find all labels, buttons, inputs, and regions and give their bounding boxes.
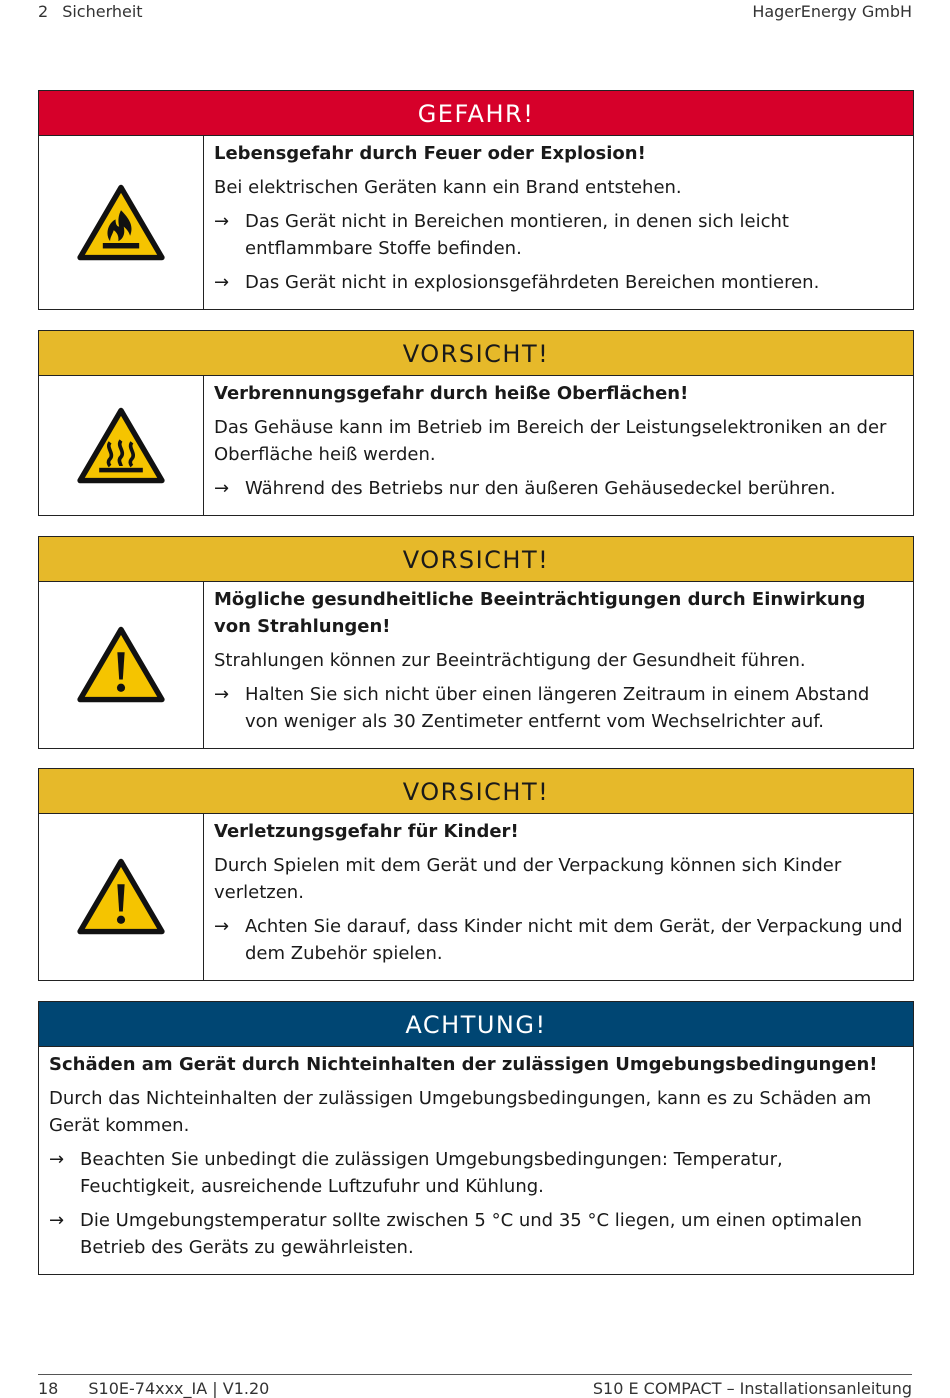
notice-headline: Lebensgefahr durch Feuer oder Explosion! — [214, 143, 646, 164]
notice-headline: Schäden am Gerät durch Nichteinhalten der zulässigen Umgebungsbedingungen! — [49, 1054, 878, 1075]
step-text: Die Umgebungstemperatur sollte zwischen 5 °C und 35 °C liegen, um einen optimalen Betrieb des Geräts zu gewährleisten. — [80, 1210, 863, 1258]
instruction-step — [214, 475, 903, 502]
step-text: Das Gerät nicht in Bereichen montieren, in denen sich leicht entflammbare Stoffe befinden. — [245, 211, 789, 259]
instruction-step — [214, 208, 903, 262]
signal-word: GEFAHR! — [39, 91, 913, 136]
step-text: Das Gerät nicht in explosionsgefährdeten Bereichen montieren. — [245, 272, 820, 293]
notice-headline: Verbrennungsgefahr durch heiße Oberflächen! — [214, 383, 689, 404]
caution-notice-children — [38, 768, 914, 981]
instruction-step — [214, 681, 903, 735]
instruction-step — [214, 913, 903, 967]
step-text: Während des Betriebs nur den äußeren Gehäusedeckel berühren. — [245, 478, 836, 499]
arrow-right-icon: → — [214, 478, 230, 499]
arrow-right-icon: → — [214, 272, 230, 293]
page-header — [38, 2, 912, 24]
chapter-heading — [38, 2, 143, 21]
notice-headline: Verletzungsgefahr für Kinder! — [214, 821, 519, 842]
instruction-step — [49, 1207, 903, 1261]
page-number: 18 — [38, 1379, 59, 1398]
document-id: S10E-74xxx_IA | V1.20 — [88, 1379, 270, 1398]
signal-word: VORSICHT! — [39, 769, 913, 814]
notice-description: Strahlungen können zur Beeinträchtigung der Gesundheit führen. — [214, 650, 806, 671]
signal-word: VORSICHT! — [39, 331, 913, 376]
arrow-right-icon: → — [49, 1210, 65, 1231]
signal-word: VORSICHT! — [39, 537, 913, 582]
step-text: Beachten Sie unbedingt die zulässigen Umgebungsbedingungen: Temperatur, Feuchtigkeit, ausreichende Luftzufuhr und Kühlung. — [80, 1149, 783, 1197]
instruction-step — [214, 269, 903, 296]
caution-notice-hot-surface — [38, 330, 914, 516]
footer-left — [38, 1379, 269, 1398]
notice-headline: Mögliche gesundheitliche Beeinträchtigungen durch Einwirkung von Strahlungen! — [214, 589, 866, 637]
instruction-step — [49, 1146, 903, 1200]
chapter-number: 2 — [38, 2, 49, 21]
step-text: Halten Sie sich nicht über einen längeren Zeitraum in einem Abstand von weniger als 30 Zentimeter entfernt vom Wechselrichter auf. — [245, 684, 870, 732]
notice-description: Durch das Nichteinhalten der zulässigen Umgebungsbedingungen, kann es zu Schäden am Gerät kommen. — [49, 1088, 872, 1136]
arrow-right-icon: → — [214, 684, 230, 705]
hot-surface-icon — [39, 376, 204, 515]
notice-description: Durch Spielen mit dem Gerät und der Verpackung können sich Kinder verletzen. — [214, 855, 842, 903]
arrow-right-icon: → — [214, 916, 230, 937]
caution-notice-radiation — [38, 536, 914, 749]
document-title: S10 E COMPACT – Installationsanleitung — [592, 1379, 912, 1398]
step-text: Achten Sie darauf, dass Kinder nicht mit dem Gerät, der Verpackung und dem Zubehör spielen. — [245, 916, 903, 964]
general-warning-icon — [39, 582, 204, 748]
page-footer — [38, 1374, 912, 1397]
arrow-right-icon: → — [214, 211, 230, 232]
notice-environment-conditions — [38, 1001, 914, 1275]
signal-word: ACHTUNG! — [39, 1002, 913, 1047]
fire-hazard-icon — [39, 136, 204, 309]
company-name: HagerEnergy GmbH — [752, 2, 912, 21]
danger-notice-fire — [38, 90, 914, 310]
chapter-title: Sicherheit — [62, 2, 143, 21]
general-warning-icon — [39, 814, 204, 980]
arrow-right-icon: → — [49, 1149, 65, 1170]
notice-description: Bei elektrischen Geräten kann ein Brand entstehen. — [214, 177, 682, 198]
notice-description: Das Gehäuse kann im Betrieb im Bereich der Leistungselektroniken an der Oberfläche heiß werden. — [214, 417, 887, 465]
